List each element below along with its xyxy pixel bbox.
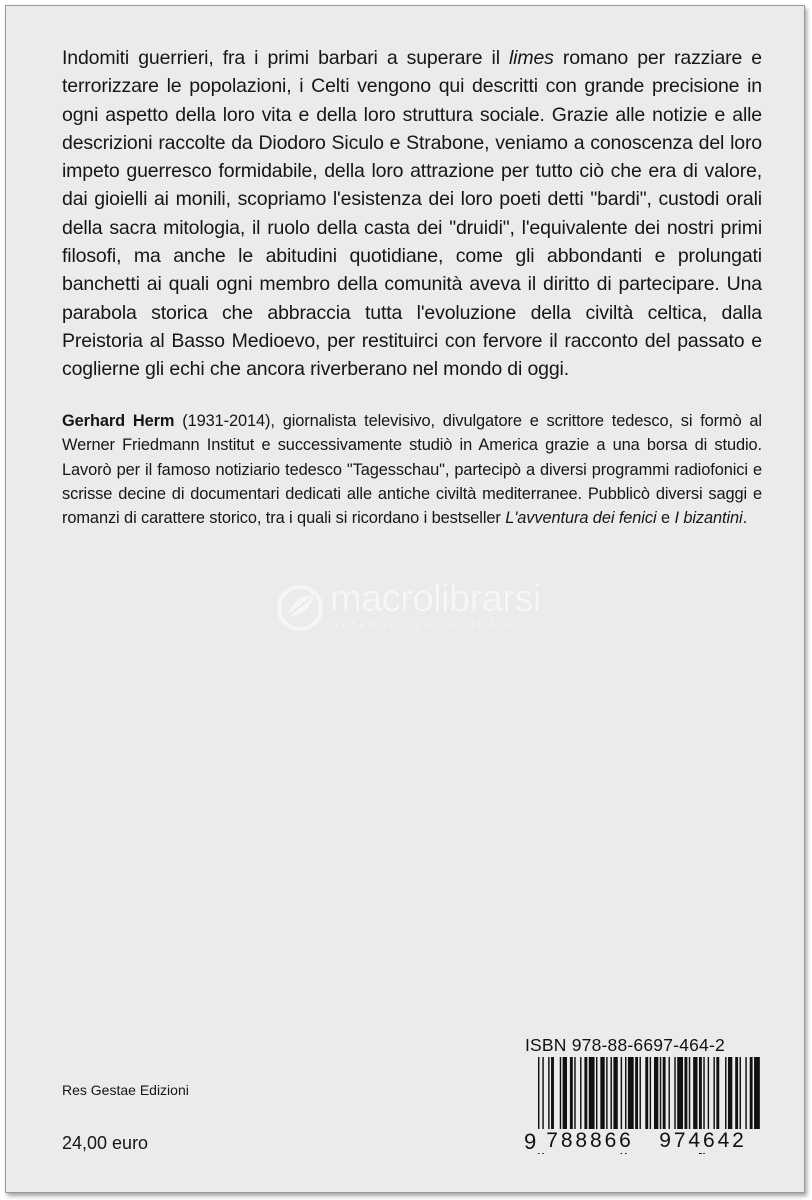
- barcode-bar: [650, 1057, 651, 1129]
- barcode-bar: [645, 1057, 648, 1129]
- barcode-bar: [563, 1057, 567, 1129]
- barcode-bar: [596, 1057, 597, 1129]
- barcode-bar: [689, 1057, 690, 1129]
- blurb-paragraph: [62, 44, 762, 384]
- barcode-bar: [654, 1057, 658, 1129]
- leaf-logo-icon: [274, 582, 326, 634]
- barcode-bar: [589, 1057, 595, 1129]
- blurb-text-rest: romano per razziare e terrorizzare le popolazioni, i Celti vengono qui descritti con grande precisione in ogni aspetto della loro vita e della loro struttura sociale. Grazie alle notizie e alle descrizioni raccolte da Diodoro Siculo e Strabone, veniamo a conoscenza del loro impeto guerresco formidabile, della loro attrazione per tutto ciò che era di valore, dai gioielli ai monili, scopriamo l'esistenza dei loro poeti detti "bardi", custodi orali della sacra mitologia, il ruolo della casta dei "druidi", l'equivalente dei nostri primi filosofi, ma anche le abitudini quotidiane, come gli abbondanti e prolungati banchetti ai quali ogni membro della comunità aveva il diritto di partecipare. Una parabola storica che abbraccia tutta l'evoluzione della civiltà celtica, dalla Preistoria al Basso Medioevo, per restituirci con fervore il racconto del passato e coglierne gli echi che ancora riverberano nel mondo di oggi.: [62, 47, 762, 381]
- barcode-bar: [693, 1057, 697, 1129]
- barcode-bar: [584, 1057, 587, 1129]
- barcode-bar: [754, 1057, 760, 1129]
- book-back-cover: [5, 5, 805, 1193]
- barcode-bar: [735, 1057, 738, 1129]
- barcode-bar: [745, 1057, 746, 1129]
- watermark-brand: macrolibrarsi: [330, 578, 541, 620]
- barcode-bar: [628, 1057, 634, 1129]
- bio-book-title-1: L'avventura dei fenici: [505, 509, 657, 528]
- author-name: Gerhard Herm: [62, 412, 175, 430]
- barcode-bar: [580, 1057, 581, 1129]
- barcode-bar: [708, 1057, 709, 1129]
- barcode-bar: [611, 1057, 612, 1129]
- barcode-digit-first: 9: [524, 1129, 537, 1154]
- barcode-bar: [600, 1057, 604, 1129]
- barcode-bar: [750, 1057, 753, 1129]
- barcode-bar: [606, 1057, 607, 1129]
- barcode-bar: [548, 1057, 549, 1129]
- barcode-bar: [684, 1057, 687, 1129]
- blurb-text-start: Indomiti guerrieri, fra i primi barbari a superare il: [62, 47, 509, 69]
- barcode-bar: [674, 1057, 675, 1129]
- watermark-tagline: ALTERNATIVA NATURALE: [332, 620, 517, 631]
- barcode-bar: [635, 1057, 638, 1129]
- barcode-bar: [660, 1057, 661, 1129]
- blurb-italic-term: limes: [508, 47, 554, 69]
- barcode-bar: [669, 1057, 670, 1129]
- publisher-name: Res Gestae Edizioni: [62, 1082, 189, 1098]
- price: 24,00 euro: [62, 1133, 149, 1153]
- barcode-bar: [613, 1057, 617, 1129]
- barcode-bar: [725, 1057, 726, 1129]
- barcode-bar: [716, 1057, 719, 1129]
- isbn-label: ISBN 978-88-6697-464-2: [525, 1035, 725, 1055]
- barcode-bar: [551, 1057, 554, 1129]
- barcode-bar: [677, 1057, 683, 1129]
- watermark: [274, 576, 574, 646]
- bio-text-3: .: [742, 509, 748, 528]
- author-bio-paragraph: [62, 409, 762, 530]
- bio-text-2: e: [656, 509, 675, 528]
- barcode-bar: [728, 1057, 732, 1129]
- barcode-digits-right: 974642: [648, 1129, 758, 1153]
- barcode-bar: [570, 1057, 573, 1129]
- barcode-bar: [560, 1057, 561, 1129]
- barcode-bar: [740, 1057, 741, 1129]
- barcode-digits: [524, 1129, 762, 1153]
- bio-text-1: (1931-2014), giornalista televisivo, divulgatore e scrittore tedesco, si formò al Werner Friedmann Institut e successivamente studiò in America grazie a una borsa di studio. Lavorò per il famoso notiziario tedesco "Tagesschau", partecipò a diversi programmi radiofonici e scrisse decine di documentari dedicati alle antiche civiltà mediterranee. Pubblicò diversi saggi e romanzi di carattere storico, tra i quali si ricordano i bestseller: [62, 412, 762, 528]
- barcode-bar: [640, 1057, 641, 1129]
- barcode-bar: [713, 1057, 714, 1129]
- barcode-bar: [663, 1057, 666, 1129]
- barcode-bar: [574, 1057, 575, 1129]
- bio-book-title-2: I bizantini: [674, 509, 743, 528]
- barcode-digits-left: 788866: [538, 1129, 642, 1153]
